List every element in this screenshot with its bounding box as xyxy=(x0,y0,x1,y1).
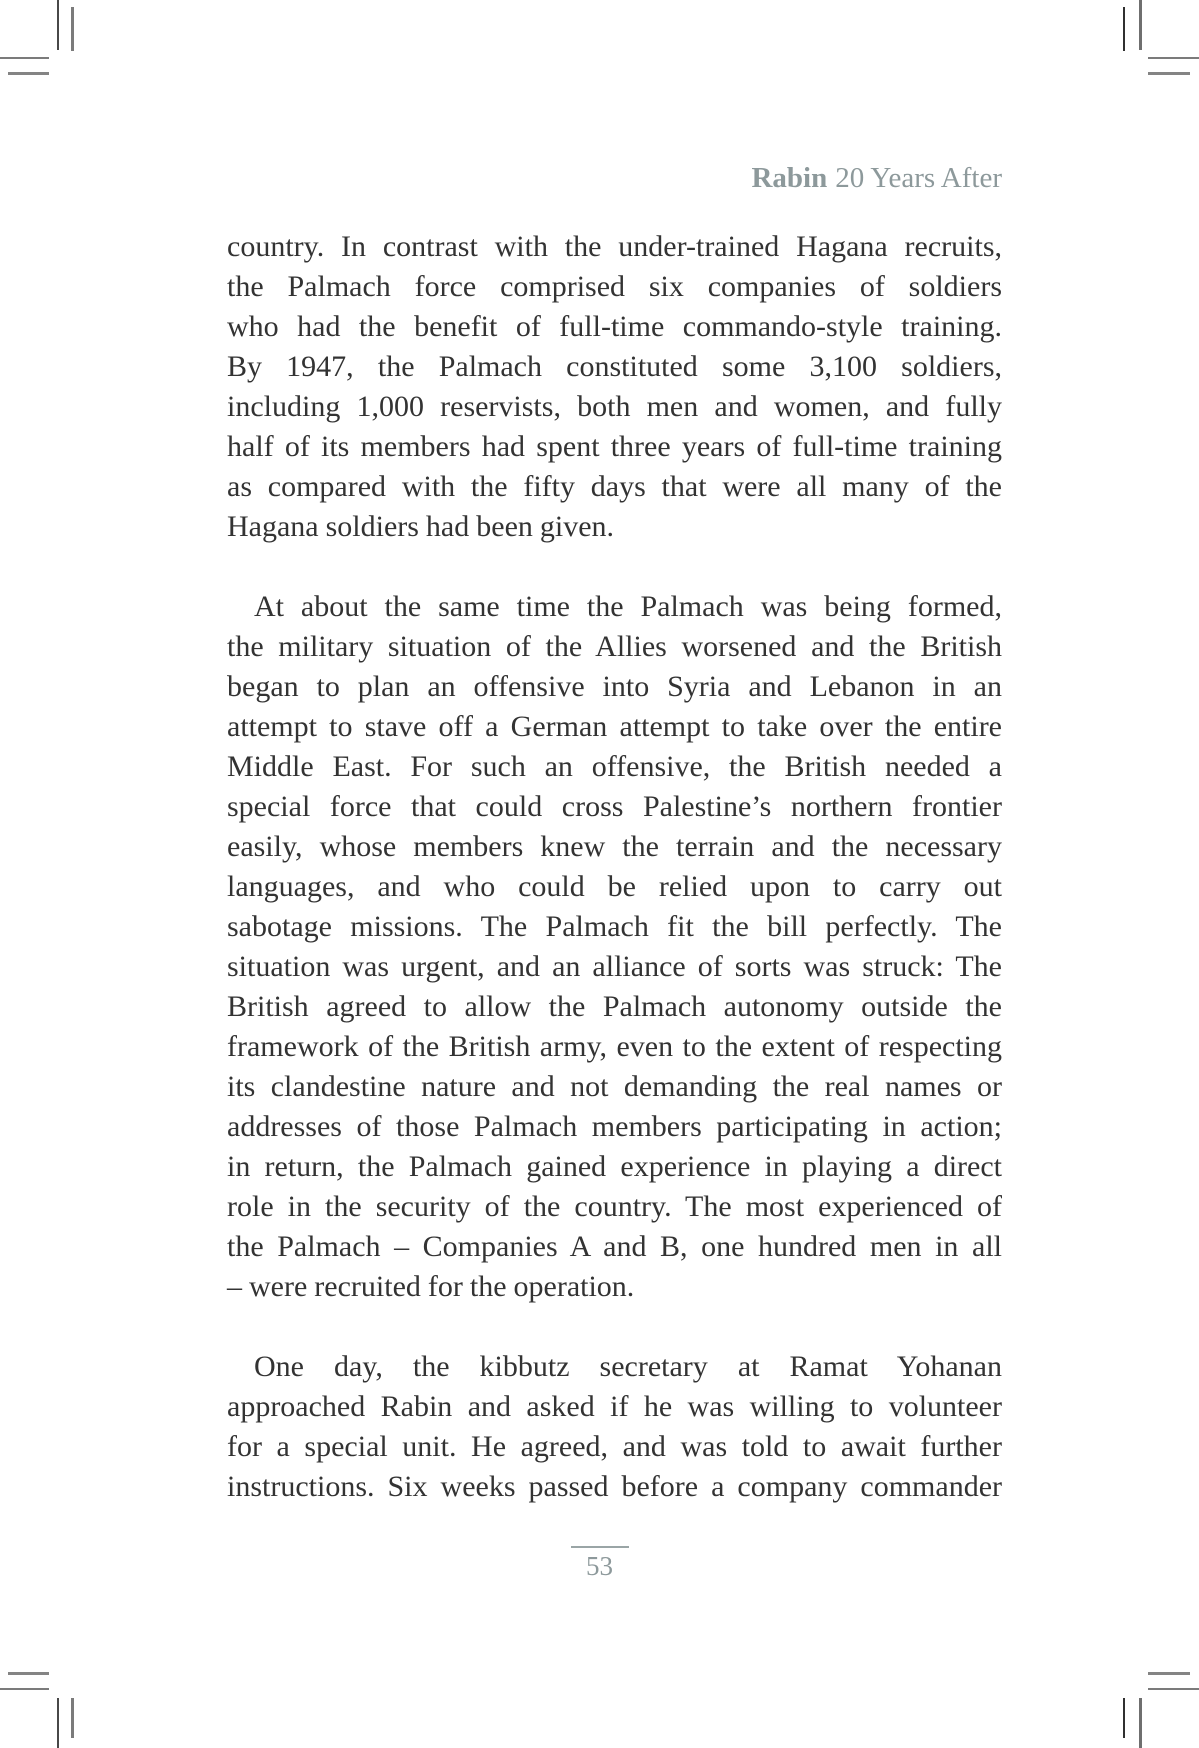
text-line: as compared with the fifty days that were all many of the xyxy=(227,470,1002,503)
text-line: who had the benefit of full-time commando-style training. xyxy=(227,310,1002,343)
text-line: special force that could cross Palestine’s northern frontier xyxy=(227,790,1002,823)
text-line: including 1,000 reservists, both men and women, and fully xyxy=(227,390,1002,423)
crop-mark xyxy=(0,1688,49,1690)
crop-mark xyxy=(57,1698,59,1748)
crop-mark xyxy=(1139,0,1142,50)
text-line: Middle East. For such an offensive, the British needed a xyxy=(227,750,1002,783)
text-line: addresses of those Palmach members participating in action; xyxy=(227,1110,1002,1143)
text-line: for a special unit. He agreed, and was told to await further xyxy=(227,1430,1002,1463)
text-line: British agreed to allow the Palmach autonomy outside the xyxy=(227,990,1002,1023)
text-line: its clandestine nature and not demanding the real names or xyxy=(227,1070,1002,1103)
text-line: the Palmach force comprised six companies of soldiers xyxy=(227,270,1002,303)
crop-mark xyxy=(1139,1698,1142,1748)
text-line: By 1947, the Palmach constituted some 3,100 soldiers, xyxy=(227,350,1002,383)
text-line: began to plan an offensive into Syria and Lebanon in an xyxy=(227,670,1002,703)
text-line: half of its members had spent three years of full-time training xyxy=(227,430,1002,463)
crop-mark xyxy=(71,7,74,51)
text-block xyxy=(227,227,1002,1507)
text-line: the Palmach – Companies A and B, one hundred men in all xyxy=(227,1230,1002,1263)
paragraph xyxy=(227,227,1002,547)
crop-mark xyxy=(0,57,49,59)
text-line: Hagana soldiers had been given. xyxy=(227,510,615,543)
running-header-subtitle: 20 Years After xyxy=(835,162,1002,194)
text-line: – were recruited for the operation. xyxy=(227,1270,635,1303)
text-line: in return, the Palmach gained experience in playing a direct xyxy=(227,1150,1002,1183)
text-line: One day, the kibbutz secretary at Ramat Yohanan xyxy=(254,1350,1002,1383)
crop-mark xyxy=(1148,57,1199,59)
crop-mark xyxy=(8,1672,49,1675)
text-line: sabotage missions. The Palmach fit the bill perfectly. The xyxy=(227,910,1002,943)
text-line: approached Rabin and asked if he was willing to volunteer xyxy=(227,1390,1002,1423)
crop-mark xyxy=(1148,1672,1190,1675)
crop-mark xyxy=(1123,1698,1125,1738)
crop-mark xyxy=(71,1698,74,1738)
running-header-book-title: Rabin xyxy=(751,162,828,194)
text-line: instructions. Six weeks passed before a company commander xyxy=(227,1470,1002,1503)
folio-rule xyxy=(571,1546,629,1548)
paragraph xyxy=(227,587,1002,1307)
text-line: At about the same time the Palmach was being formed, xyxy=(254,590,1002,623)
text-line: framework of the British army, even to the extent of respecting xyxy=(227,1030,1002,1063)
crop-mark xyxy=(1148,1688,1199,1690)
crop-mark xyxy=(1123,7,1125,51)
folio xyxy=(227,1546,972,1581)
text-line: country. In contrast with the under-trained Hagana recruits, xyxy=(227,230,1002,263)
text-line: languages, and who could be relied upon to carry out xyxy=(227,870,1002,903)
text-line: the military situation of the Allies worsened and the British xyxy=(227,630,1002,663)
page-number: 53 xyxy=(586,1551,613,1581)
text-line: attempt to stave off a German attempt to take over the entire xyxy=(227,710,1002,743)
paragraph xyxy=(227,1347,1002,1507)
crop-mark xyxy=(1148,72,1190,75)
text-line: role in the security of the country. The most experienced of xyxy=(227,1190,1002,1223)
text-line: situation was urgent, and an alliance of sorts was struck: The xyxy=(227,950,1002,983)
text-line: easily, whose members knew the terrain and the necessary xyxy=(227,830,1002,863)
crop-mark xyxy=(8,72,49,75)
crop-mark xyxy=(57,0,59,50)
running-header xyxy=(227,160,1002,196)
